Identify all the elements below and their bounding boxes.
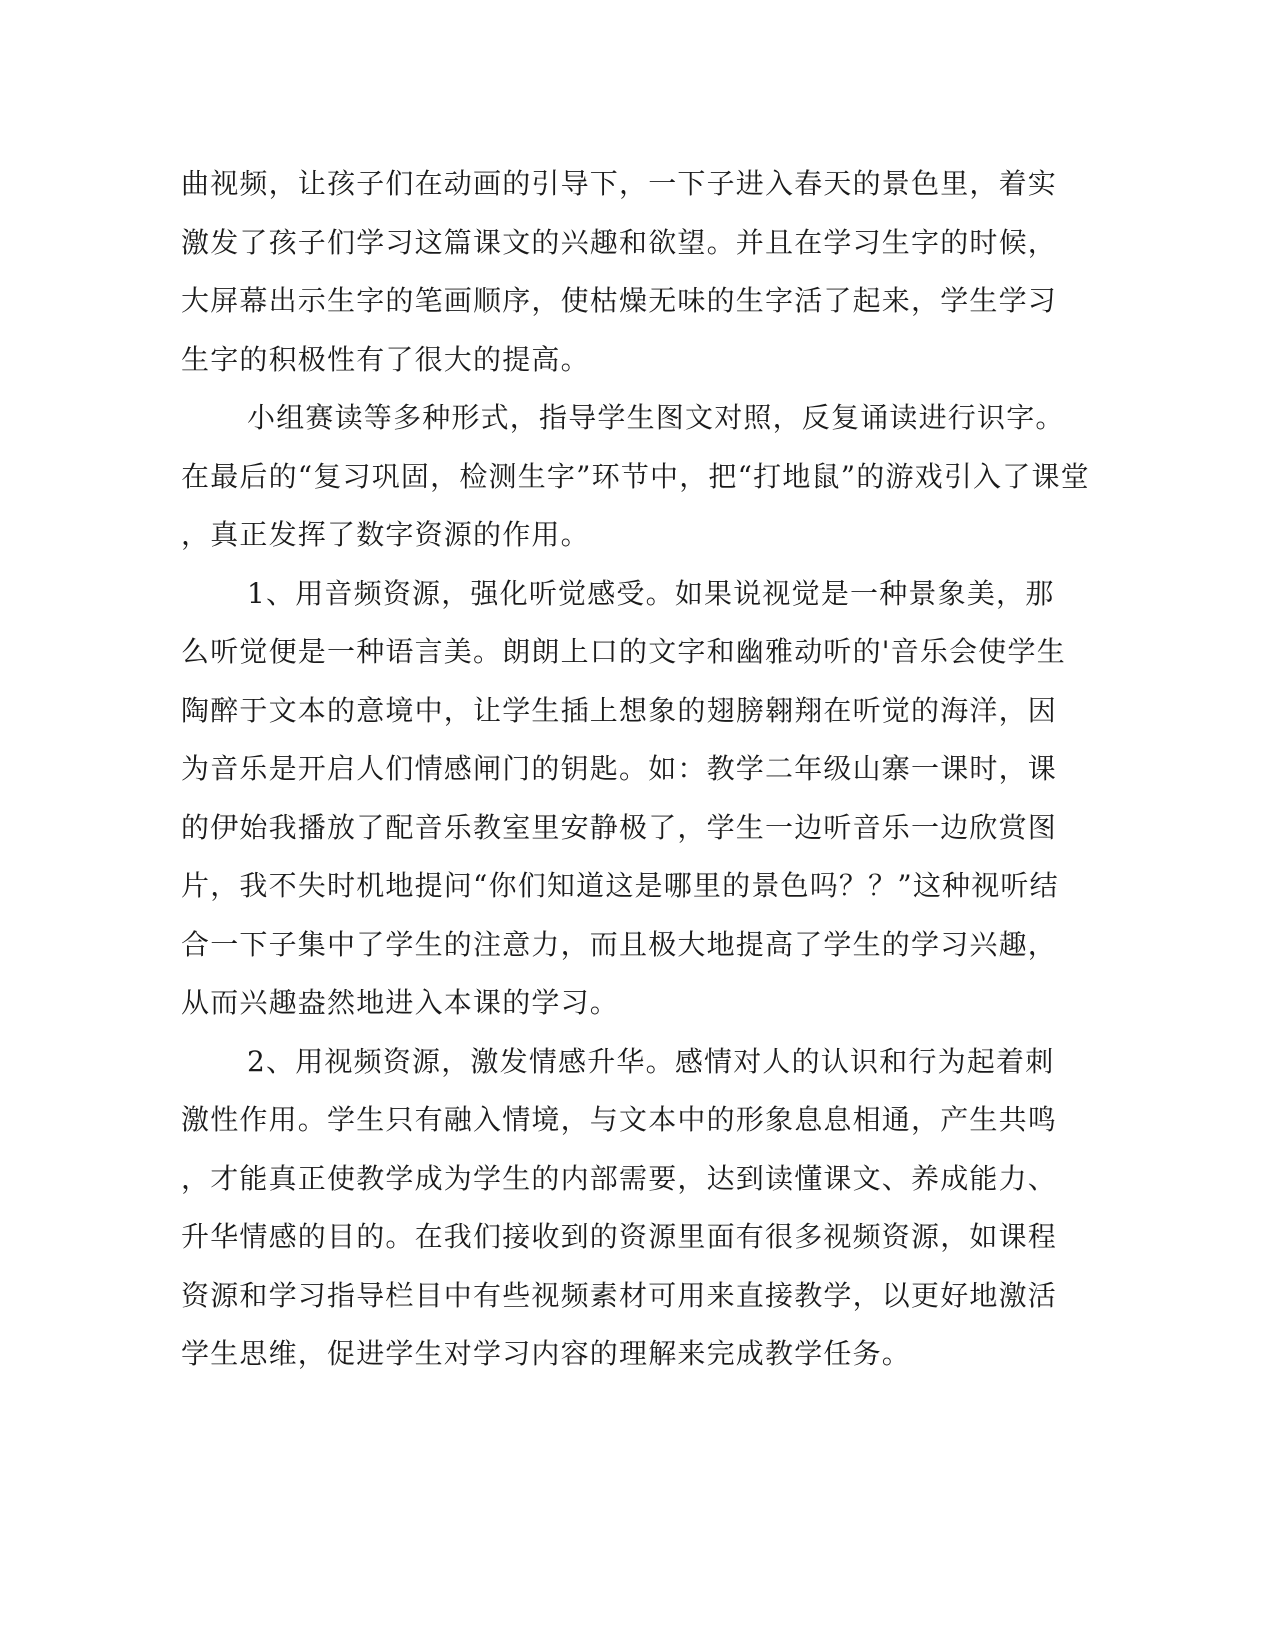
text-line: 么听觉便是一种语言美。朗朗上口的文字和幽雅动听的'音乐会使学生 (181, 635, 1066, 668)
text-line: 曲视频，让孩子们在动画的引导下，一下子进入春天的景色里，着实 (181, 167, 1058, 200)
text-line: 在最后的“复习巩固，检测生字”环节中，把“打地鼠”的游戏引入了课堂 (181, 459, 1090, 493)
text-line: 升华情感的目的。在我们接收到的资源里面有很多视频资源，如课程 (181, 1220, 1058, 1253)
text-line: 合一下子集中了学生的注意力，而且极大地提高了学生的学习兴趣， (181, 927, 1058, 961)
text-line: 片，我不失时机地提问“你们知道这是哪里的景色吗？？”这种视听结 (181, 869, 1059, 902)
paragraph-start-line: 小组赛读等多种形式，指导学生图文对照，反复诵读进行识字。 (247, 401, 1065, 434)
text-line: 学生思维，促进学生对学习内容的理解来完成教学任务。 (181, 1337, 912, 1370)
paragraph-start-line: 2、用视频资源，激发情感升华。感情对人的认识和行为起着刺 (247, 1044, 1055, 1078)
text-line: ，才能真正使教学成为学生的内部需要，达到读懂课文、养成能力、 (181, 1161, 1058, 1195)
text-line: 资源和学习指导栏目中有些视频素材可用来直接教学，以更好地激活 (181, 1278, 1058, 1312)
text-line: 从而兴趣盎然地进入本课的学习。 (181, 986, 620, 1019)
text-line: ，真正发挥了数字资源的作用。 (181, 518, 590, 551)
text-line: 激性作用。学生只有融入情境，与文本中的形象息息相通，产生共鸣 (181, 1103, 1058, 1136)
text-line: 大屏幕出示生字的笔画顺序，使枯燥无味的生字活了起来，学生学习 (181, 284, 1058, 317)
body-text (181, 155, 1090, 1384)
paragraph-start-line: 1、用音频资源，强化听觉感受。如果说视觉是一种景象美，那 (247, 576, 1055, 610)
text-line: 陶醉于文本的意境中，让学生插上想象的翅膀翱翔在听觉的海洋，因 (181, 693, 1058, 727)
text-line: 的伊始我播放了配音乐教室里安静极了，学生一边听音乐一边欣赏图 (181, 810, 1058, 844)
text-line: 生字的积极性有了很大的提高。 (181, 342, 590, 376)
text-line: 激发了孩子们学习这篇课文的兴趣和欲望。并且在学习生字的时候， (181, 225, 1058, 259)
text-line: 为音乐是开启人们情感闸门的钥匙。如：教学二年级山寨一课时，课 (181, 752, 1058, 785)
